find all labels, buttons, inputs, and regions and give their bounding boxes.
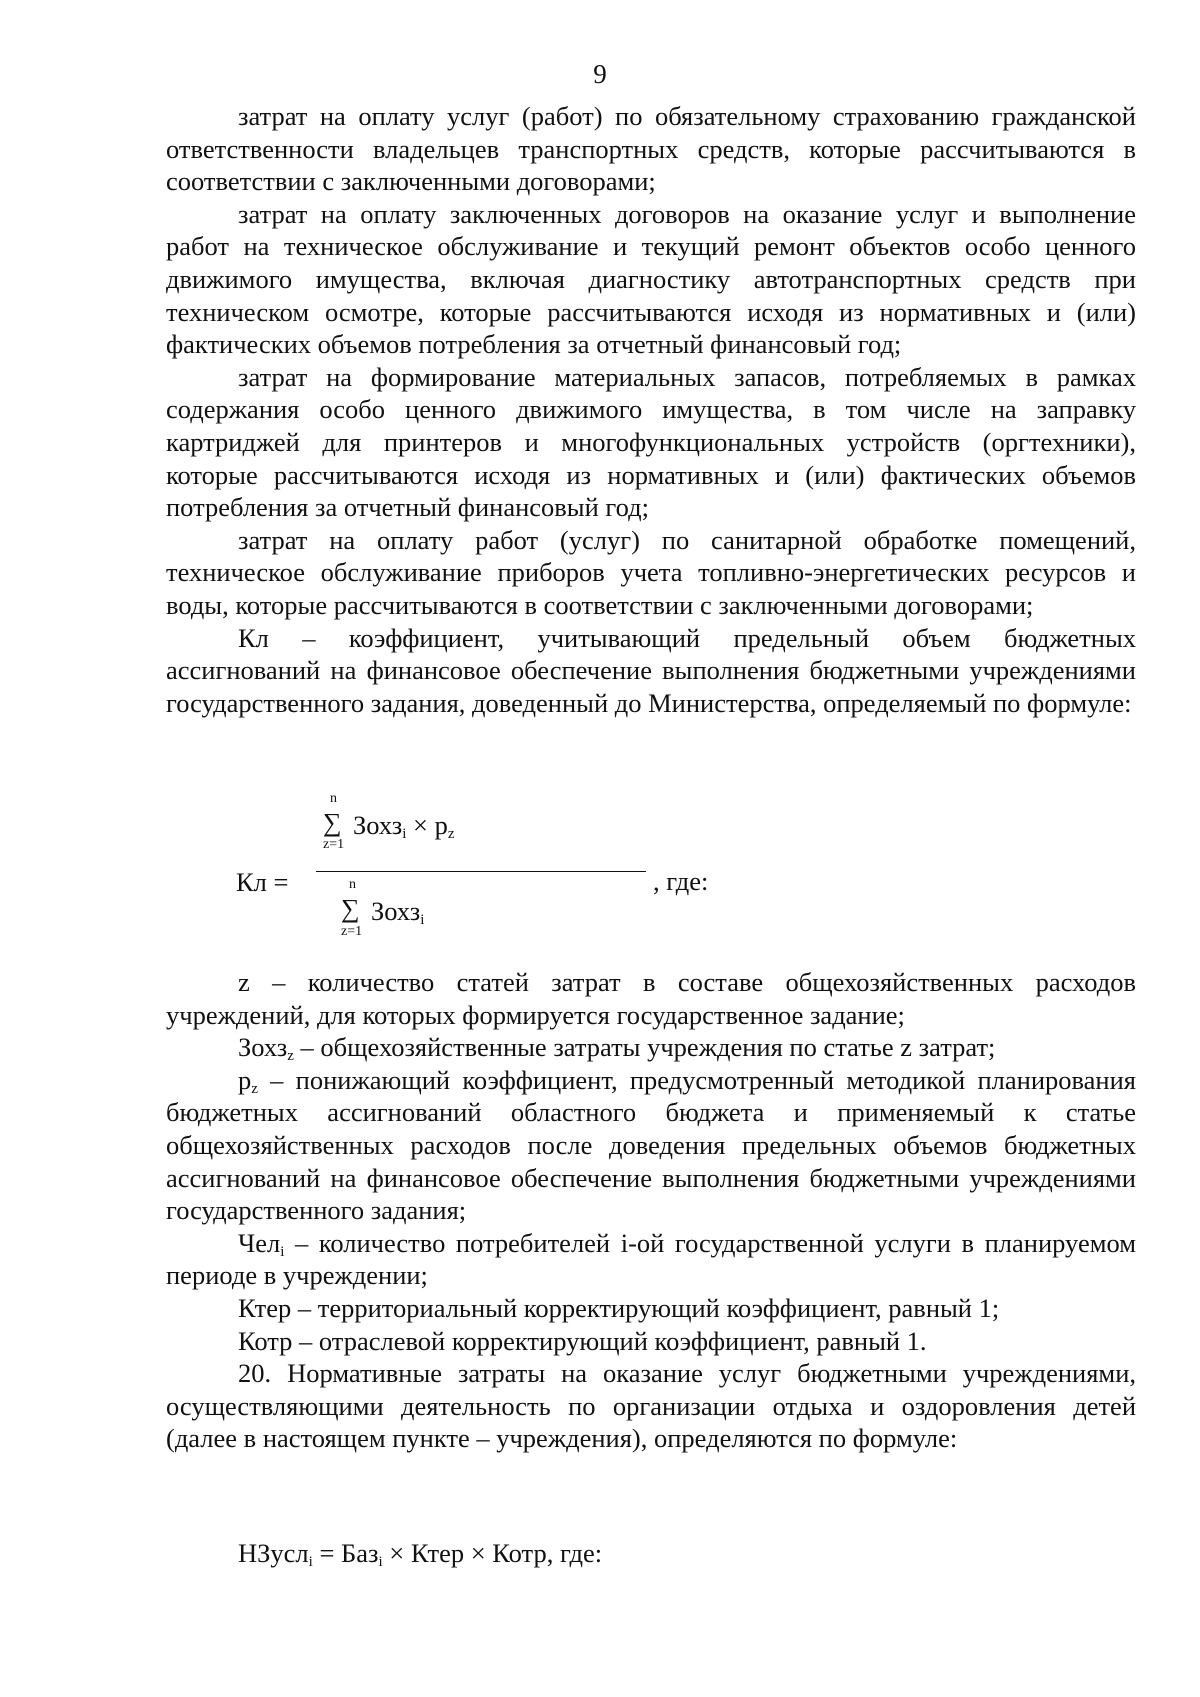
denominator-sum-symbol: ∑	[341, 894, 360, 923]
paragraph-insurance-costs: затрат на оплату услуг (работ) по обязательному страхованию гражданской ответственности владельцев транспортных средств, которые рассчитываются в соответствии с заключенными договорами;	[166, 101, 1136, 197]
definition-kotr: Котр – отраслевой корректирующий коэффициент, равный 1.	[238, 1325, 927, 1356]
body-text-definitions	[166, 966, 1136, 1455]
numerator-multiplier-subscript: z	[447, 826, 455, 842]
fraction-line	[316, 871, 646, 872]
body-text-top	[166, 100, 1136, 719]
formula-kl-label: Кл =	[236, 867, 289, 897]
denominator-sum-upper-limit: n	[349, 877, 356, 892]
paragraph-20: 20. Нормативные затраты на оказание услуг бюджетными учреждениями, осуществляющими деятельность по организации отдыха и оздоровления детей (далее в настоящем пункте – учреждения), определяются по формуле:	[166, 1358, 1136, 1454]
paragraph-maintenance-costs: затрат на оплату заключенных договоров на оказание услуг и выполнение работ на техническое обслуживание и текущий ремонт объектов особо ценного движимого имущества, включая диагностику автотранспортных средств при техническом осмотре, которые рассчитываются исходя из нормативных и (или) фактических объемов потребления за отчетный финансовый год;	[166, 198, 1136, 360]
denominator-term-subscript: i	[420, 912, 425, 928]
denominator-expression	[371, 896, 424, 935]
numerator-sum-symbol: ∑	[323, 808, 342, 837]
definition-z: z – количество статей затрат в составе общехозяйственных расходов учреждений, для которых формируется государственное задание;	[166, 967, 1136, 1030]
numerator-multiplier: × p	[406, 810, 448, 840]
definition-zohz: Зохз$_z$ – общехозяйственные затраты учреждения по статье z затрат;	[238, 1032, 996, 1065]
numerator-term-subscript: i	[402, 826, 407, 842]
denominator-sum-lower-limit: z=1	[341, 924, 363, 939]
denominator-term: Зохз	[371, 896, 421, 926]
numerator-expression	[353, 810, 455, 849]
paragraph-kl-definition: Кл – коэффициент, учитывающий предельный объем бюджетных ассигнований на финансовое обеспечение выполнения бюджетными учреждениями государственного задания, доведенный до Министерства, определяемый по формуле:	[166, 622, 1136, 718]
numerator-sum-lower-limit: z=1	[323, 837, 345, 852]
numerator-term: Зохз	[353, 810, 403, 840]
page-number: 9	[593, 59, 607, 89]
formula-nzusl-line: НЗусл$_i$ = Баз$_i$ × Ктер × Котр, где:	[238, 1538, 603, 1570]
formula-nzusl	[166, 1537, 1136, 1570]
numerator-sum-upper-limit: n	[330, 791, 337, 806]
paragraph-materials-costs: затрат на формирование материальных запасов, потребляемых в рамках содержания особо ценного движимого имущества, в том числе на заправку картриджей для принтеров и многофункциональных устройств (оргтехники), которые рассчитываются исходя из нормативных и (или) фактических объемов потребления за отчетный финансовый год;	[166, 361, 1136, 523]
formula-kl-where: , где:	[653, 866, 709, 896]
definition-chel: Чел$_i$ – количество потребителей i-ой государственной услуги в планируемом периоде в учреждении;	[166, 1227, 1136, 1291]
definition-kter: Ктер – территориальный корректирующий коэффициент, равный 1;	[238, 1292, 1000, 1323]
paragraph-sanitary-costs: затрат на оплату работ (услуг) по санитарной обработке помещений, техническое обслуживание приборов учета топливно-энергетических ресурсов и воды, которые рассчитываются в соответствии с заключенными договорами;	[166, 524, 1136, 620]
definition-pz: $p_z$ – понижающий коэффициент, предусмотренный методикой планирования бюджетных ассигнований областного бюджета и применяемый к статье общехозяйственных расходов после доведения предельных объемов бюджетных ассигнований на финансовое обеспечение выполнения бюджетными учреждениями государственного задания;	[166, 1064, 1136, 1226]
formula-kl	[166, 790, 1136, 960]
